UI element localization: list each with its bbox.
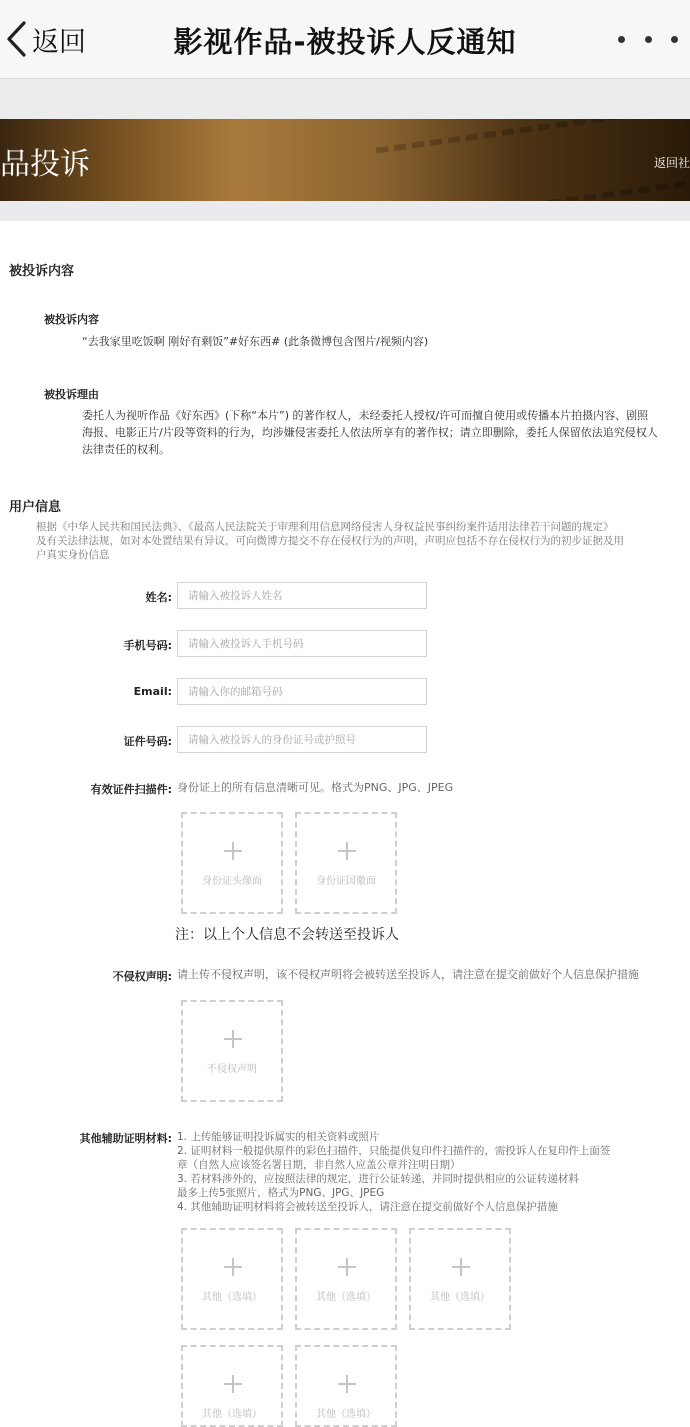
id-number-label: 证件号码: bbox=[123, 735, 172, 748]
name-label: 姓名: bbox=[145, 591, 172, 604]
upload-other-5[interactable] bbox=[295, 1345, 397, 1427]
name-input[interactable] bbox=[177, 582, 427, 609]
upload-caption: 身份证国徽面 bbox=[316, 876, 376, 887]
film-strip-decoration bbox=[376, 119, 690, 201]
plus-icon bbox=[224, 1375, 242, 1393]
banner-title: 品投诉 bbox=[0, 147, 90, 182]
banner-divider bbox=[0, 201, 690, 221]
other-materials-line: 2. 证明材料一般提供原件的彩色扫描件，只能提供复印件扫描件的，需投诉人在复印件上面签 bbox=[177, 1145, 611, 1157]
phone-input[interactable] bbox=[177, 630, 427, 657]
plus-icon bbox=[224, 1030, 242, 1048]
header-spacer bbox=[0, 79, 690, 119]
complaint-content-text: “去我家里吃饭啊 刚好有剩饭”#好东西# (此条微博包含图片/视频内容) bbox=[82, 335, 429, 348]
other-materials-line: 章（自然人应该签名署日期，非自然人应盖公章并注明日期） bbox=[177, 1159, 461, 1171]
phone-label: 手机号码: bbox=[123, 639, 172, 652]
upload-other-2[interactable] bbox=[295, 1228, 397, 1330]
complaint-reason-line: 海报、电影正片/片段等资料的行为，均涉嫌侵害委托人依法所享有的著作权；请立即删除，委托人保留依法追究侵权人 bbox=[82, 426, 658, 439]
plus-icon bbox=[224, 1258, 242, 1276]
id-scan-hint: 身份证上的所有信息清晰可见。格式为PNG、JPG、JPEG bbox=[177, 781, 454, 794]
user-info-desc-line: 及有关法律法规，如对本处置结果有异议，可向微博方提交不存在侵权行为的声明，声明应包括不存在侵权行为的初步证据及用 bbox=[36, 535, 624, 547]
other-materials-label: 其他辅助证明材料: bbox=[79, 1132, 172, 1145]
email-input[interactable] bbox=[177, 678, 427, 705]
upload-id-front[interactable] bbox=[181, 812, 283, 914]
upload-statement[interactable] bbox=[181, 1000, 283, 1102]
upload-other-3[interactable] bbox=[409, 1228, 511, 1330]
section-title-complaint: 被投诉内容 bbox=[9, 264, 75, 279]
upload-caption: 其他（选填） bbox=[202, 1409, 262, 1420]
privacy-note: 注：以上个人信息不会转送至投诉人 bbox=[175, 927, 399, 943]
banner-back-link[interactable]: 返回社 bbox=[653, 156, 690, 170]
upload-other-1[interactable] bbox=[181, 1228, 283, 1330]
back-label: 返回 bbox=[32, 26, 86, 58]
other-materials-line: 3. 若材料涉外的，应按照法律的规定，进行公证转递，并同时提供相应的公证转递材料 bbox=[177, 1173, 579, 1185]
upload-caption: 其他（选填） bbox=[202, 1292, 262, 1303]
plus-icon bbox=[338, 842, 356, 860]
other-materials-line: 1. 上传能够证明投诉属实的相关资料或照片 bbox=[177, 1131, 380, 1143]
plus-icon bbox=[452, 1258, 470, 1276]
nav-bar bbox=[0, 0, 690, 79]
id-number-input[interactable] bbox=[177, 726, 427, 753]
user-info-desc-line: 根据《中华人民共和国民法典》、《最高人民法院关于审理利用信息网络侵害人身权益民事纠纷案件适用法律若干问题的规定》 bbox=[36, 521, 614, 533]
complaint-content-heading: 被投诉内容 bbox=[44, 313, 99, 326]
upload-other-4[interactable] bbox=[181, 1345, 283, 1427]
plus-icon bbox=[338, 1258, 356, 1276]
user-info-desc-line: 户真实身份信息 bbox=[36, 549, 110, 561]
other-materials-line: 4. 其他辅助证明材料将会被转送至投诉人，请注意在提交前做好个人信息保护措施 bbox=[177, 1201, 558, 1213]
page-title: 影视作品-被投诉人反通知 bbox=[173, 25, 517, 59]
statement-hint: 请上传不侵权声明，该不侵权声明将会被转送至投诉人，请注意在提交前做好个人信息保护措施 bbox=[177, 968, 639, 981]
complaint-reason-heading: 被投诉理由 bbox=[44, 388, 99, 401]
upload-caption: 身份证头像面 bbox=[202, 876, 262, 887]
upload-id-back[interactable] bbox=[295, 812, 397, 914]
upload-caption: 不侵权声明 bbox=[207, 1064, 257, 1075]
complaint-reason-line: 委托人为视听作品《好东西》(下称“本片”) 的著作权人，未经委托人授权/许可而擅自使用或传播本片拍摄内容、剧照 bbox=[82, 409, 649, 422]
plus-icon bbox=[338, 1375, 356, 1393]
upload-caption: 其他（选填） bbox=[316, 1292, 376, 1303]
id-scan-label: 有效证件扫描件: bbox=[90, 783, 172, 796]
statement-label: 不侵权声明: bbox=[112, 970, 172, 983]
upload-caption: 其他（选填） bbox=[316, 1409, 376, 1420]
plus-icon bbox=[224, 842, 242, 860]
complaint-reason-line: 法律责任的权利。 bbox=[82, 443, 170, 456]
banner bbox=[0, 119, 690, 201]
other-materials-line: 最多上传5张照片，格式为PNG、JPG、JPEG bbox=[177, 1187, 385, 1199]
section-title-user-info: 用户信息 bbox=[9, 500, 62, 515]
more-options-icon[interactable] bbox=[618, 24, 678, 54]
email-label: Email: bbox=[133, 685, 172, 698]
upload-caption: 其他（选填） bbox=[430, 1292, 490, 1303]
